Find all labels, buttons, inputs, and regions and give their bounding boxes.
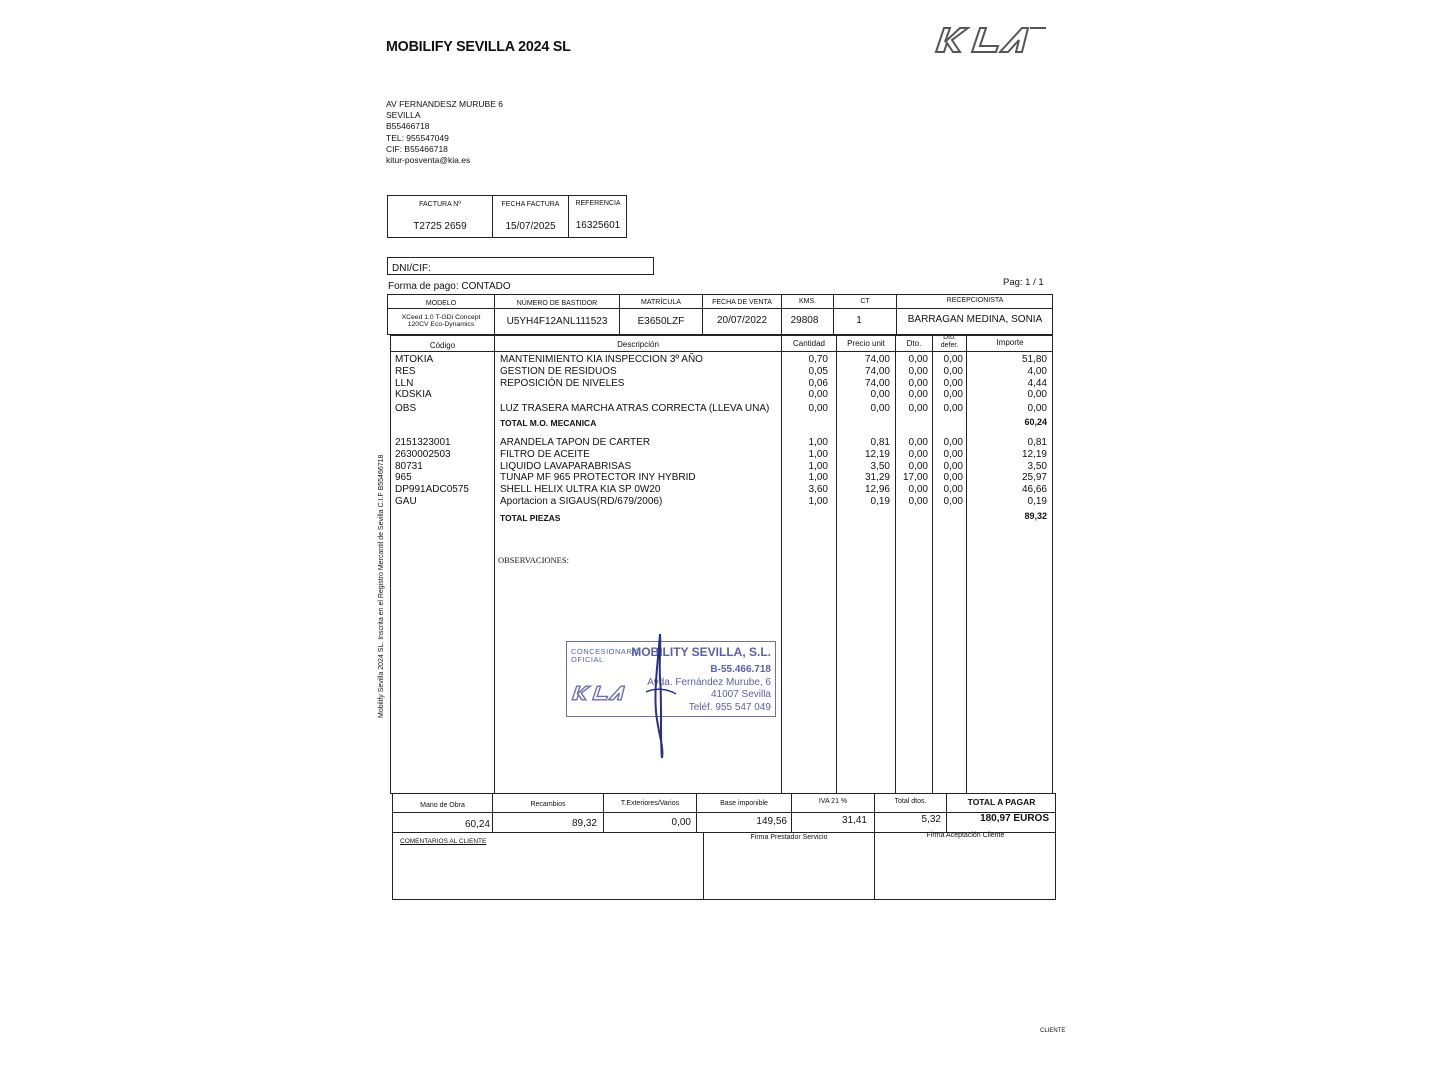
- codigo-header: Código: [429, 341, 456, 350]
- line-code: 80731: [395, 460, 423, 472]
- line-code: KDSKIA: [395, 389, 432, 401]
- fecha-venta-header: FECHA DE VENTA: [712, 299, 772, 306]
- ct-value: 1: [856, 315, 862, 326]
- stamp-name: MOBILITY SEVILLA, S.L.: [631, 645, 771, 659]
- line-amount: 0,19: [1027, 496, 1047, 507]
- matricula-value: E3650LZF: [637, 316, 685, 327]
- dto-defer-header-1: Dto.: [943, 334, 956, 341]
- line-discount: 0,00: [908, 437, 928, 448]
- total-piezas-label: TOTAL PIEZAS: [500, 513, 561, 523]
- referencia-value: 16325601: [575, 220, 621, 231]
- line-deferred-discount: 0,00: [943, 460, 963, 472]
- bastidor-header: NÚMERO DE BASTIDOR: [516, 300, 598, 307]
- precio-header: Precio unit: [847, 339, 885, 348]
- line-unit-price: 74,00: [864, 377, 890, 389]
- dto-defer-header-2: defer.: [940, 342, 959, 349]
- line-discount: 0,00: [908, 448, 928, 460]
- line-deferred-discount: 0,00: [943, 403, 963, 415]
- matricula-header: MATRÍCULA: [641, 299, 681, 306]
- line-code: 965: [395, 472, 412, 484]
- line-amount: 12,19: [1021, 448, 1047, 460]
- line-deferred-discount: 0,00: [943, 484, 963, 496]
- line-deferred-discount: 0,00: [943, 496, 963, 507]
- line-amount: 4,44: [1027, 377, 1047, 389]
- total-mo-value: 60,24: [1024, 417, 1047, 427]
- company-address: [386, 99, 503, 166]
- total-dtos-value: 5,32: [921, 814, 941, 825]
- line-deferred-discount: 0,00: [943, 389, 963, 401]
- recepcionista-value: BARRAGAN MEDINA, SONIA: [907, 314, 1043, 325]
- copy-label: CLIENTE: [1040, 1028, 1066, 1034]
- address-line: AV FERNANDESZ MURUBE 6: [386, 99, 503, 109]
- recambios-header: Recambios: [530, 801, 566, 808]
- dto-header: Dto.: [906, 339, 922, 348]
- line-quantity: 0,06: [808, 377, 828, 389]
- kms-value: 29808: [790, 315, 819, 326]
- line-deferred-discount: 0,00: [943, 377, 963, 389]
- line-quantity: 1,00: [808, 472, 828, 484]
- line-deferred-discount: 0,00: [943, 472, 963, 484]
- importe-header: Importe: [996, 338, 1024, 347]
- company-name: MOBILIFY SEVILLA 2024 SL: [386, 38, 571, 55]
- modelo-line-1: XCeed 1.0 T-GDi Concept: [401, 314, 481, 321]
- line-description: LUZ TRASERA MARCHA ATRAS CORRECTA (LLEVA UNA): [500, 403, 770, 415]
- modelo-line-2: 120CV Eco-Dynamics: [407, 321, 475, 328]
- exteriores-value: 0,00: [671, 817, 691, 828]
- line-discount: 0,00: [908, 354, 928, 365]
- line-amount: 4,00: [1027, 365, 1047, 377]
- address-line: kitur-posventa@kia.es: [386, 155, 471, 166]
- payment-method: Forma de pago: CONTADO: [388, 281, 511, 292]
- address-line: SEVILLA: [386, 110, 421, 121]
- total-piezas-value: 89,32: [1024, 511, 1047, 521]
- modelo-header: MODELO: [425, 300, 457, 307]
- line-code: 2151323001: [395, 437, 451, 448]
- recepcionista-header: RECEPCIONISTA: [946, 297, 1004, 304]
- recambios-value: 89,32: [571, 818, 597, 829]
- line-deferred-discount: 0,00: [943, 437, 963, 448]
- line-unit-price: 74,00: [864, 354, 890, 365]
- fecha-venta-value: 20/07/2022: [716, 315, 768, 326]
- line-code: 2630002503: [395, 448, 451, 460]
- comentarios-label: COMENTARIOS AL CLIENTE: [400, 838, 487, 845]
- line-discount: 0,00: [908, 484, 928, 496]
- address-line: CIF: B55466718: [386, 143, 448, 154]
- stamp-street: Avda. Fernández Murube, 6: [647, 676, 771, 688]
- line-discount: 0,00: [908, 377, 928, 389]
- line-discount: 0,00: [908, 365, 928, 377]
- line-quantity: 0,00: [808, 389, 828, 401]
- line-description: MANTENIMIENTO KIA INSPECCION 3º AÑO: [500, 354, 703, 365]
- cantidad-header: Cantidad: [792, 339, 826, 348]
- line-unit-price: 0,19: [870, 496, 890, 507]
- mano-obra-header: Mano de Obra: [420, 802, 465, 809]
- line-quantity: 0,00: [808, 403, 828, 415]
- line-description: Aportacion a SIGAUS(RD/679/2006): [500, 496, 663, 507]
- line-unit-price: 3,50: [870, 460, 890, 472]
- total-dtos-header: Total dtos.: [894, 798, 927, 805]
- line-discount: 0,00: [908, 403, 928, 415]
- line-description: GESTION DE RESIDUOS: [500, 365, 617, 377]
- line-deferred-discount: 0,00: [943, 354, 963, 365]
- line-description: TUNAP MF 965 PROTECTOR INY HYBRID: [500, 472, 696, 484]
- firma-prestador-label: Firma Prestador Servicio: [750, 834, 828, 841]
- factura-value: T2725 2659: [413, 221, 467, 232]
- mano-obra-value: 60,24: [464, 819, 490, 830]
- line-amount: 3,50: [1027, 460, 1047, 472]
- line-amount: 0,00: [1027, 403, 1047, 415]
- signature: [640, 632, 680, 762]
- exteriores-header: T.Exteriores/Varios: [620, 800, 680, 807]
- line-code: DP991ADC0575: [395, 484, 469, 496]
- base-imponible-value: 149,56: [756, 816, 787, 827]
- base-imponible-header: Base imponible: [720, 800, 768, 807]
- line-quantity: 1,00: [808, 437, 828, 448]
- address-line: B55466718: [386, 121, 430, 132]
- line-unit-price: 12,19: [864, 448, 890, 460]
- line-amount: 46,66: [1021, 484, 1047, 496]
- line-amount: 0,00: [1027, 389, 1047, 401]
- line-amount: 51,80: [1021, 354, 1047, 365]
- stamp-cif: B-55.466.718: [710, 664, 771, 675]
- page-number: Pag: 1 / 1: [1003, 277, 1044, 288]
- line-discount: 17,00: [902, 472, 928, 484]
- line-discount: 0,00: [908, 460, 928, 472]
- bastidor-value: U5YH4F12ANL111523: [506, 316, 608, 327]
- line-code: LLN: [395, 377, 414, 389]
- iva-header: IVA 21 %: [818, 798, 848, 805]
- dni-label: DNI/CIF:: [392, 263, 431, 274]
- line-code: MTOKIA: [395, 354, 434, 365]
- descripcion-header: Descripción: [617, 340, 659, 349]
- line-description: REPOSICIÓN DE NIVELES: [500, 377, 625, 389]
- line-quantity: 0,70: [808, 354, 828, 365]
- line-unit-price: 74,00: [864, 365, 890, 377]
- line-unit-price: 12,96: [864, 484, 890, 496]
- signature-box: [392, 832, 1056, 900]
- fecha-factura-value: 15/07/2025: [505, 221, 556, 232]
- stamp-city: 41007 Sevilla: [710, 689, 771, 700]
- firma-cliente-label: Firma Aceptación Cliente: [926, 832, 1005, 839]
- stamp-left-text: CONCESIONARIO OFICIAL: [571, 647, 642, 664]
- iva-value: 31,41: [841, 815, 867, 826]
- kms-header: KMS.: [798, 298, 817, 305]
- line-description: FILTRO DE ACEITE: [500, 448, 590, 460]
- kia-logo: [934, 24, 1050, 56]
- line-amount: 0,81: [1027, 437, 1047, 448]
- line-quantity: 3,60: [808, 484, 828, 496]
- line-discount: 0,00: [908, 389, 928, 401]
- registry-note: Mobilify Sevilla 2024 SL. Inscrita en el Registro Mercantil de Sevilla C.I.F B55466718: [378, 454, 385, 718]
- address-line: TEL: 955547049: [386, 132, 449, 143]
- line-deferred-discount: 0,00: [943, 448, 963, 460]
- factura-label: FACTURA Nº: [419, 201, 461, 208]
- line-quantity: 0,05: [808, 365, 828, 377]
- observaciones-label: OBSERVACIONES:: [498, 555, 569, 565]
- line-code: RES: [395, 365, 416, 377]
- line-quantity: 1,00: [808, 448, 828, 460]
- line-amount: 25,97: [1021, 472, 1047, 484]
- line-quantity: 1,00: [808, 460, 828, 472]
- line-unit-price: 0,00: [870, 403, 890, 415]
- line-code: GAU: [395, 496, 417, 507]
- line-description: SHELL HELIX ULTRA KIA SP 0W20: [500, 484, 661, 496]
- stamp-kia-logo: [571, 676, 637, 710]
- line-unit-price: 31,29: [864, 472, 890, 484]
- line-description: LIQUIDO LAVAPARABRISAS: [500, 460, 632, 472]
- total-mo-label: TOTAL M.O. MECANICA: [500, 418, 597, 428]
- total-pagar-header: TOTAL A PAGAR: [967, 797, 1036, 807]
- ct-header: CT: [860, 298, 870, 305]
- total-pagar-value: 180,97 EUROS: [980, 813, 1049, 824]
- fecha-factura-label: FECHA FACTURA: [501, 201, 560, 208]
- referencia-label: REFERENCIA: [575, 200, 621, 207]
- line-discount: 0,00: [908, 496, 928, 507]
- line-unit-price: 0,00: [870, 389, 890, 401]
- line-quantity: 1,00: [808, 496, 828, 507]
- line-deferred-discount: 0,00: [943, 365, 963, 377]
- line-description: ARANDELA TAPON DE CARTER: [500, 437, 651, 448]
- line-unit-price: 0,81: [870, 437, 890, 448]
- stamp-phone: Teléf. 955 547 049: [688, 701, 771, 713]
- line-code: OBS: [395, 403, 417, 415]
